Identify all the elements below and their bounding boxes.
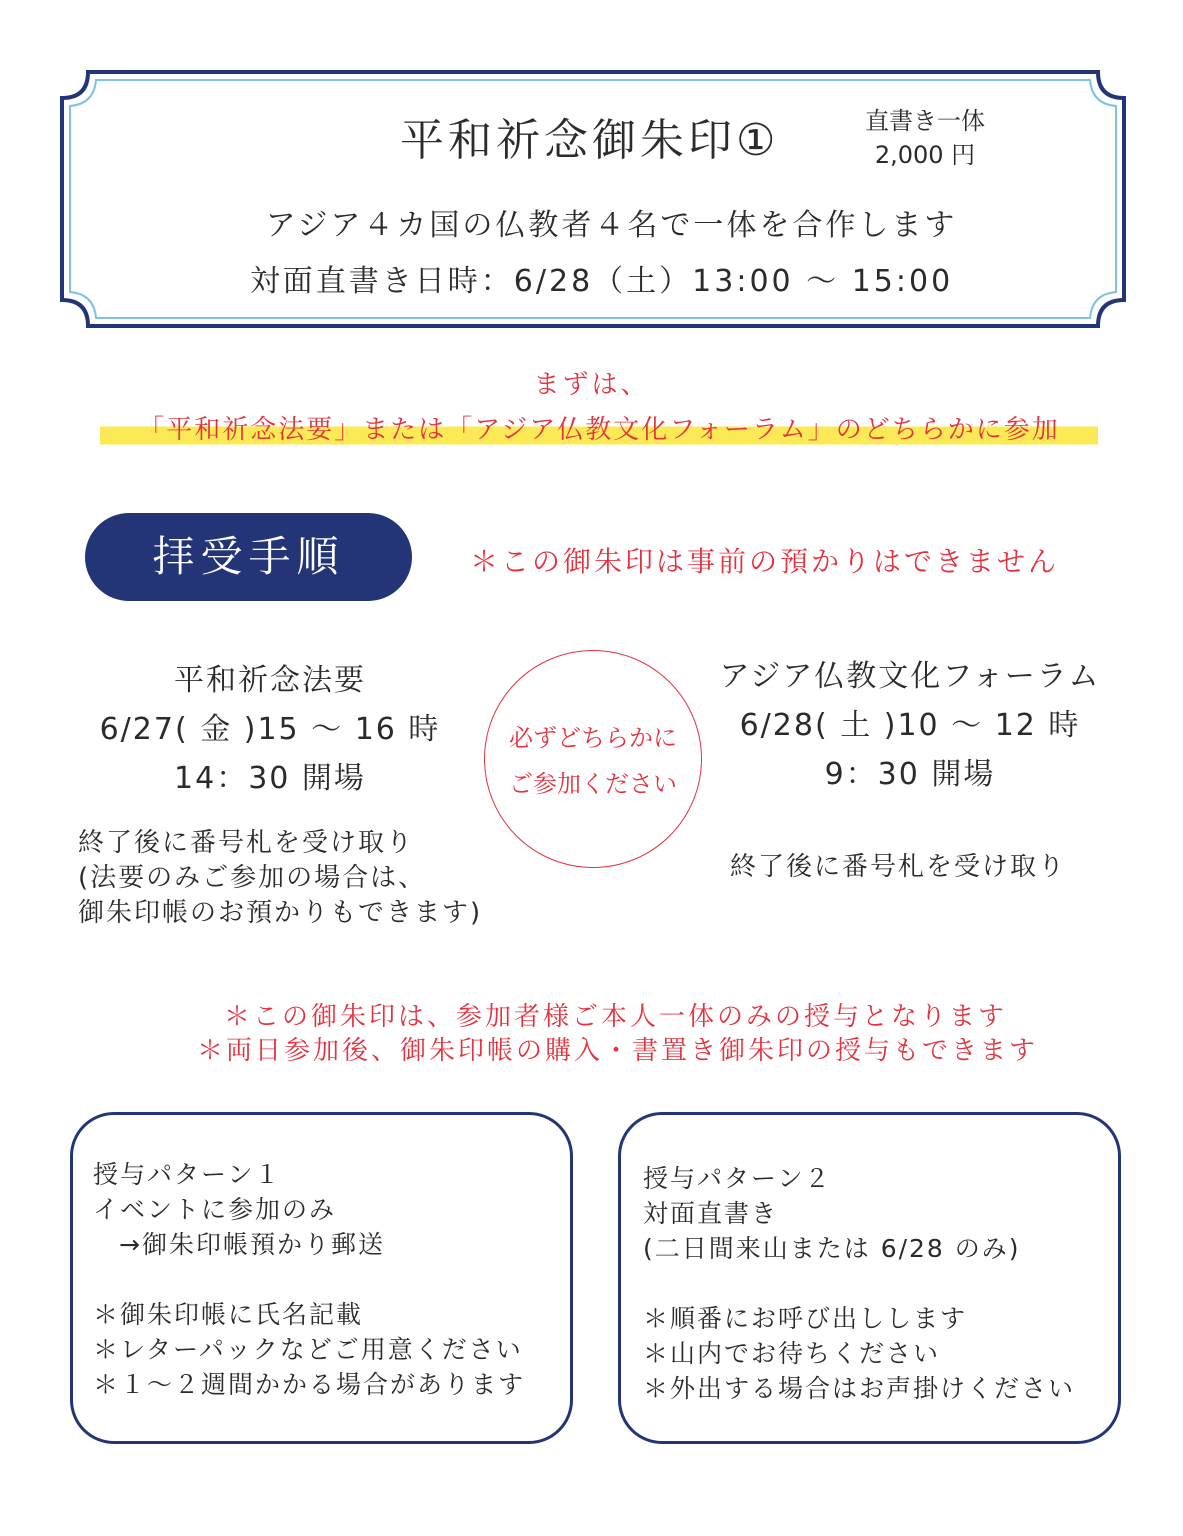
price-label: 直書き一体 xyxy=(865,107,985,135)
pattern-title: 授与パターン１ xyxy=(93,1160,282,1189)
intro-first: まずは、 xyxy=(533,370,650,400)
no-advance-note: ＊この御朱印は事前の預かりはできません xyxy=(470,545,1060,578)
pattern-box-1 xyxy=(70,1112,573,1444)
event-forum-note: 終了後に番号札を受け取り xyxy=(730,852,1067,882)
pattern-box-2 xyxy=(618,1112,1121,1444)
circle-line-1: 必ずどちらかに xyxy=(509,724,677,752)
must-attend-circle xyxy=(484,650,702,868)
note-line: (法要のみご参加の場合は、 xyxy=(78,863,427,893)
pattern-bullet: ＊外出する場合はお声掛けください xyxy=(643,1374,1076,1403)
note-line: 御朱印帳のお預かりもできます) xyxy=(78,898,483,928)
pattern-title: 授与パターン２ xyxy=(643,1164,832,1193)
pattern-line: →御朱印帳預かり郵送 xyxy=(119,1230,385,1259)
page-title: 平和祈念御朱印① xyxy=(400,115,780,166)
subtitle-collaboration: アジア４カ国の仏教者４名で一体を合作します xyxy=(265,208,958,243)
note-line: 終了後に番号札を受け取り xyxy=(78,828,415,858)
event-open: 9：30 開場 xyxy=(824,757,996,792)
price-value: 2,000 円 xyxy=(874,141,976,169)
pattern-bullet: ＊御朱印帳に氏名記載 xyxy=(93,1300,364,1329)
pattern-bullet: ＊１～２週間かかる場合があります xyxy=(93,1370,526,1399)
event-time: 6/28( 土 )10 ～ 12 時 xyxy=(739,708,1081,743)
pattern-line: イベントに参加のみ xyxy=(93,1195,337,1224)
intro-highlight: 「平和祈念法要」または「アジア仏教文化フォーラム」のどちらかに参加 xyxy=(100,412,1098,448)
price-box xyxy=(850,104,1000,172)
event-time: 6/27( 金 )15 ～ 16 時 xyxy=(99,712,441,747)
pattern-bullet: ＊レターパックなどご用意ください xyxy=(93,1335,523,1364)
pattern-bullet: ＊順番にお呼び出しします xyxy=(643,1304,968,1333)
event-forum xyxy=(690,652,1130,799)
event-open: 14：30 開場 xyxy=(174,761,366,796)
pattern-line: 対面直書き xyxy=(643,1199,779,1228)
subtitle-datetime: 対面直書き日時：6/28（土）13:00 ～ 15:00 xyxy=(249,264,954,299)
pattern-line: (二日間来山または 6/28 のみ) xyxy=(643,1234,1021,1263)
event-name: 平和祈念法要 xyxy=(174,663,366,698)
procedure-pill: 拝受手順 xyxy=(85,513,412,601)
event-memorial-note xyxy=(78,826,482,931)
circle-line-2: ご参加ください xyxy=(509,770,677,798)
red-note-both-days: ＊両日参加後、御朱印帳の購入・書置き御朱印の授与もできます xyxy=(196,1036,1038,1066)
red-note-one-per-person: ＊この御朱印は、参加者様ご本人一体のみの授与となります xyxy=(223,1002,1007,1032)
event-name: アジア仏教文化フォーラム xyxy=(719,659,1101,694)
pattern-bullet: ＊山内でお待ちください xyxy=(643,1339,941,1368)
event-memorial xyxy=(90,656,450,803)
